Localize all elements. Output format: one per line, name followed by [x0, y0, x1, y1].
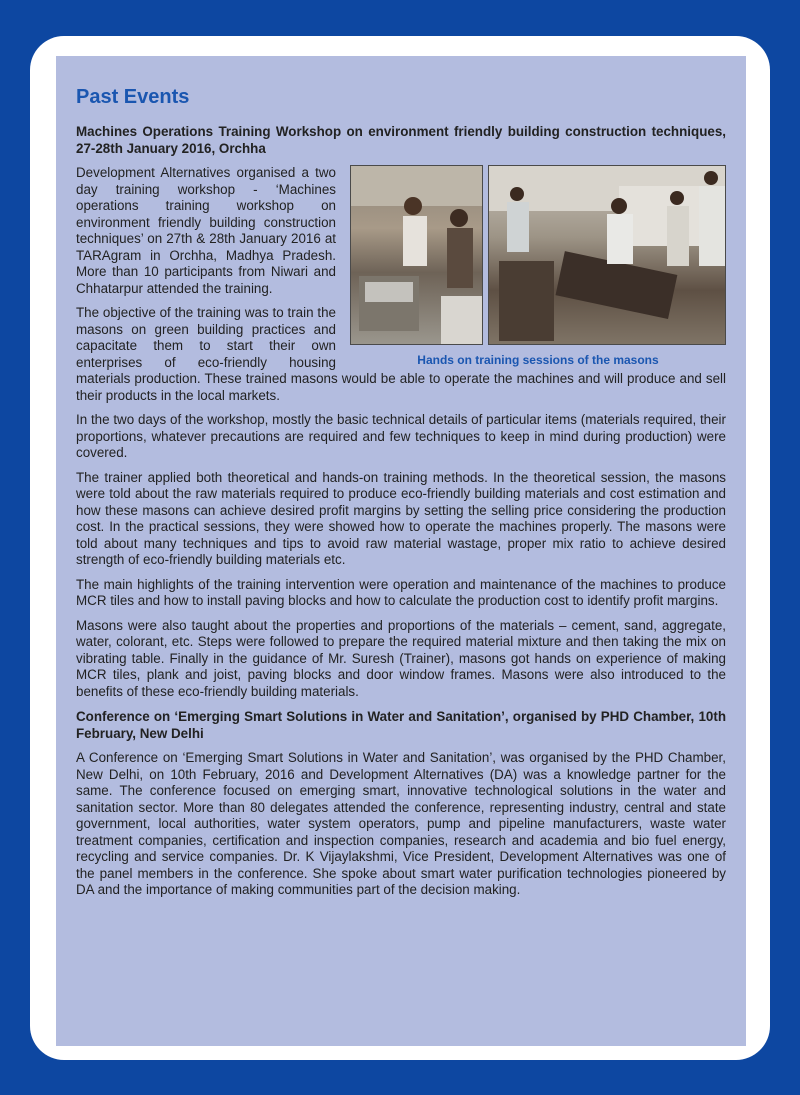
photo-row	[350, 165, 726, 345]
event1-section	[76, 165, 726, 412]
event1-title: Machines Operations Training Workshop on environment friendly building construction techniques, 27-28th January 2016, Orchha	[76, 124, 726, 156]
training-photo-right	[488, 165, 726, 345]
article	[76, 86, 726, 907]
event1-para4: The trainer applied both theoretical and hands-on training methods. In the theoretical session, the masons were told about the raw materials required to produce eco-friendly building materials and cost estimation and how these masons can achieve desired profit margins by setting the selling price considering the production cost. In the practical sessions, they were showed how to operate the machines properly. The masons were told about many techniques and tips to avoid raw material wastage, proper mix ratio to achieve desired strength of eco-friendly building materials etc.	[76, 469, 726, 567]
training-photo-left	[350, 165, 483, 345]
photo-figure	[350, 165, 726, 367]
event2-title: Conference on ‘Emerging Smart Solutions in Water and Sanitation’, organised by PHD Chamber, 10th February, New Delhi	[76, 709, 726, 741]
event2-body: A Conference on ‘Emerging Smart Solutions in Water and Sanitation’, was organised by the PHD Chamber, New Delhi, on 10th February, 2016 and Development Alternatives (DA) was a knowledge partner for the same. The conference focused on emerging smart, innovative technological solutions in the water and sanitation sector. More than 80 delegates attended the conference, representing industry, central and state government, local authorities, water system operators, pump and pipeline manufacturers, waste water treatment companies, certification and inspection companies, research and academia and bio fuel energy, recycling and service companies. Dr. K Vijaylakshmi, Vice President, Development Alternatives was one of the panel members in the conference. She spoke about smart water purification technologies pioneered by DA and the importance of making communities part of the decision making.	[76, 750, 726, 897]
event1-para3: In the two days of the workshop, mostly the basic technical details of particular items (materials required, their proportions, whatever precautions are required and few techniques to keep in mind during production) were covered.	[76, 412, 726, 460]
photo-caption: Hands on training sessions of the masons	[417, 353, 659, 367]
event1-intro: Development Alternatives organised a two day training workshop - ‘Machines operations training workshop on environment friendly building construction techniques’ on 27th & 28th January 2016 at TARAgram in Orchha, Madhya Pradesh. More than 10 participants from Niwari and Chhatarpur attended the training.	[76, 165, 336, 296]
page-heading: Past Events	[76, 86, 190, 108]
event1-para6: Masons were also taught about the properties and proportions of the materials – cement, sand, aggregate, water, colorant, etc. Steps were followed to prepare the required material mixture and then taking the mix on vibrating table. Finally in the guidance of Mr. Suresh (Trainer), masons got hands on experience of making MCR tiles, plank and joist, paving blocks and door window frames. Masons were also introduced to the benefits of these eco-friendly building materials.	[76, 617, 726, 699]
content-panel	[56, 56, 746, 1046]
event1-para2: The objective of the training was to train the masons on green building practices and capacitate them to start their own enterprises of eco-friendly housing materials production. These trained masons would be able to operate the machines and will produce and sell their products in the local markets.	[76, 305, 726, 403]
event1-para5: The main highlights of the training intervention were operation and maintenance of the machines to produce MCR tiles and how to install paving blocks and how to calculate the production cost to identify profit margins.	[76, 576, 726, 608]
